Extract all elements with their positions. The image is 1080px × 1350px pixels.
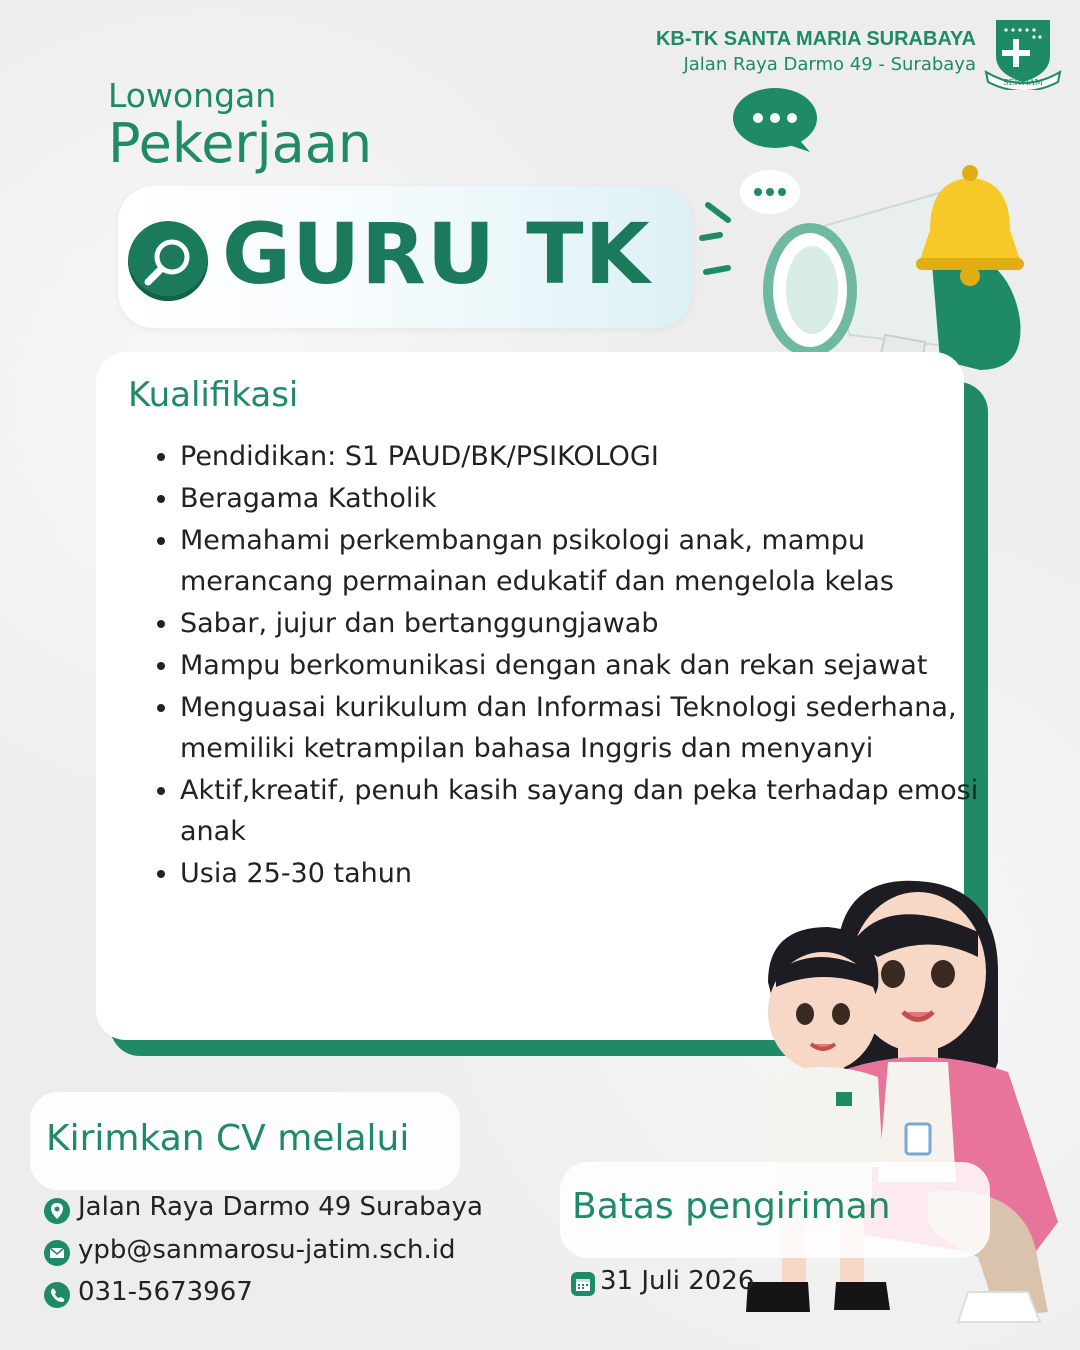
calendar-icon [571,1272,595,1296]
location-pin-icon [44,1198,70,1224]
list-item: • Sabar, jujur dan bertanggungjawab [180,603,980,644]
qualification-title: Kualifikasi [128,375,299,415]
position-title: GURU TK [222,205,651,303]
list-item: • Mampu berkomunikasi dengan anak dan rekan sejawat [180,645,980,686]
list-item: • Beragama Katholik [180,478,980,519]
deadline-date: 31 Juli 2026 [600,1266,755,1296]
contact-email[interactable]: ypb@sanmarosu-jatim.sch.id [78,1235,456,1265]
search-icon [128,221,208,301]
svg-text:SERVIAM: SERVIAM [1003,78,1043,87]
contact-address: Jalan Raya Darmo 49 Surabaya [78,1192,483,1222]
deadline-title: Batas pengiriman [572,1186,891,1227]
school-address: Jalan Raya Darmo 49 - Surabaya [683,54,976,75]
envelope-icon [44,1240,70,1266]
contact-title: Kirimkan CV melalui [46,1118,410,1159]
list-item: • Aktif,kreatif, penuh kasih sayang dan peka terhadap emosi anak [180,770,980,852]
list-item: • Memahami perkembangan psikologi anak, mampu merancang permainan edukatif dan mengelola kelas [180,520,980,602]
list-item: • Usia 25-30 tahun [180,853,980,894]
qualification-list [156,436,980,895]
list-item: • Pendidikan: S1 PAUD/BK/PSIKOLOGI [180,436,980,477]
sound-lines [702,205,728,272]
title-lowongan: Lowongan [108,76,277,115]
school-crest-logo [982,16,1064,90]
phone-icon [44,1282,70,1308]
title-pekerjaan: Pekerjaan [108,112,373,175]
chat-bubble-icon [733,88,817,152]
list-item: • Menguasai kurikulum dan Informasi Teknologi sederhana, memiliki ketrampilan bahasa Inggris dan menyanyi [180,687,980,769]
small-chat-bubble-icon [740,170,800,214]
bell-icon [916,165,1024,286]
contact-phone[interactable]: 031-5673967 [78,1277,253,1307]
teacher-child-illustration [728,862,1064,1336]
school-name: KB-TK SANTA MARIA SURABAYA [655,28,976,50]
